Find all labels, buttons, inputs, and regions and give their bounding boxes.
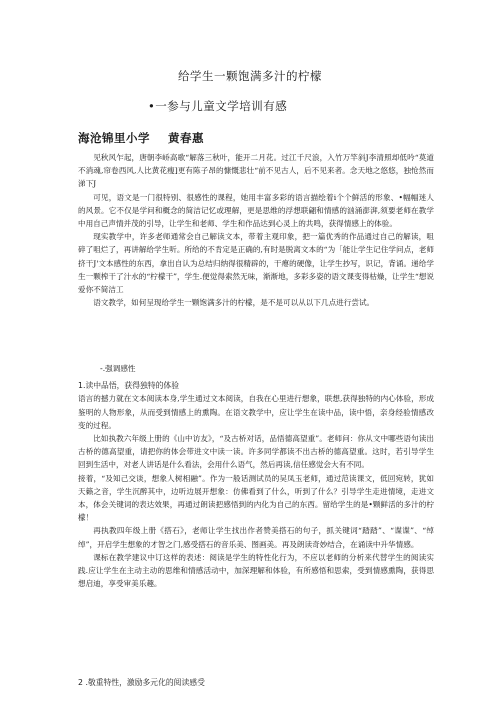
intro-paragraph: 见秋风乍起，唐朝李峤高歌“解落三秋叶，能开二月花。过江千尺浪，入竹万竿斜J李清照却低吟“莫道不消魂,帘卷西风,人比黄花瘦]更有陈子昂的慷慨悲壮“前不见古人，后不见来者。念天地之悠悠，独怆然而涕下J <box>78 153 434 189</box>
author-school: 海沧锦里小学 <box>78 131 150 145</box>
body-paragraph: 接着，“及知己交谈，想象人树相融”。作为一般话测试员的吴凤玉老师，通过范读课文，低回宛转，犹如天籁之音，学生沉醉其中，边听边展开想象：仿佛看到了什么，听到了什么？引导学生走进情境，走进文本，体会关键词的表达效果，再通过朗读把感悟到的内化为自己的东西。留给学生的是•颗鲜活的多汁的柠檬！ <box>78 473 434 523</box>
intro-block <box>78 151 434 309</box>
body-paragraph: 课标在教学建议中订这样的表述：阅读是学生的特性化行为，不应以老师的分析来代替学生的阅读实践.应让学生在主动主动的思维和情感活动中，加深理解和体验，有所感悟和思索，受到情感熏陶，获得思想启迪，享受审美乐趣。 <box>78 552 434 589</box>
document-title: 给学生一颗饱满多汁的柠檬 <box>178 69 322 83</box>
section-2 <box>78 676 434 689</box>
author-name: 黄春惠 <box>168 131 204 145</box>
intro-paragraph: 现实教学中，许多老师通常会自己解读文本，带着主观印象，把一篇优秀的作品通过自己的解读，咀碎了咀烂了，再讲解给学生听。所给的不肯定是正确的,有时是脱离文本的“为「能让学生记住学问点，老师挤干J'文本感性的东西，拿出自认为总结归纳得很精辟的，干瘪的硬像，让学生抄写，识记，背诵。递给学生一颗榨干了汁水的“柠檬干”，学生.便觉得索然无味，渐渐地，多彩多姿的语文课变得枯燥，让学生“想说爱你不简洁工 <box>78 232 434 295</box>
intro-paragraph: 可见，语文是一门很特别、很感性的课程，她用丰富多彩的语言描绘着i个个鲜活的形象、•幅幅迷人的风景。它不仅是学问和概念的简洁记忆或理解，更是思维的浮想联翩和情感的汹涌澎湃,须要老师在教学中用自己声情并茂的引导，让学生和老师、学生和作品达到心灵上的共鸣，获得情感上的体验。 <box>78 192 434 229</box>
section-1-heading: -.强调感性 <box>100 364 136 373</box>
intro-paragraph: 语文教学，如何呈现给学生一颗饱满多汁的柠檬，是不是可以从以下几点进行尝试。 <box>93 298 375 308</box>
author-line <box>78 130 204 146</box>
body-paragraph: 语言的撼力就在文本阅读本身,学生通过文本阅读，自我在心里进行想象，联想,获得独特的内心体验，形成鉴明的人物形象，从而受到情感上的熏陶。在语文教学中，应让学生在读中品，读中悟，亲身经验情感改变的过程。 <box>78 394 434 430</box>
body-paragraph: 比如执教六年级上册的《山中访友》，“及古桥对话，品悟德高望重”。老师问：你从文中哪些语句读出古桥的德高望重，请把你的体会带进文中读一读。许多同学都读不出古桥的德高望重。这时，若引导学生回到生活中，对老人讲话是什么看法，会用什么语气，然后再读,信任感觉会大有不同。 <box>78 434 434 470</box>
section-2-heading: 2 .敬重特性，激励多元化的阅读感受 <box>78 678 205 687</box>
section-1-subheading: 1.读中品悟，获得独特的体验 <box>78 381 180 391</box>
section-1 <box>78 362 434 590</box>
document-subtitle: •一参与儿童文学培训有感 <box>148 99 288 113</box>
body-paragraph: 再执教四年级上册《搭石》，老师让学生找出作者赞美搭石的句子，抓关键词“踏踏”、“谍谍”、“绰绰”，开启学生想象的才智之门,感受搭石的音乐美、图画美。再及朗读奇妙结合，在诵读中升华情感。 <box>78 526 434 549</box>
